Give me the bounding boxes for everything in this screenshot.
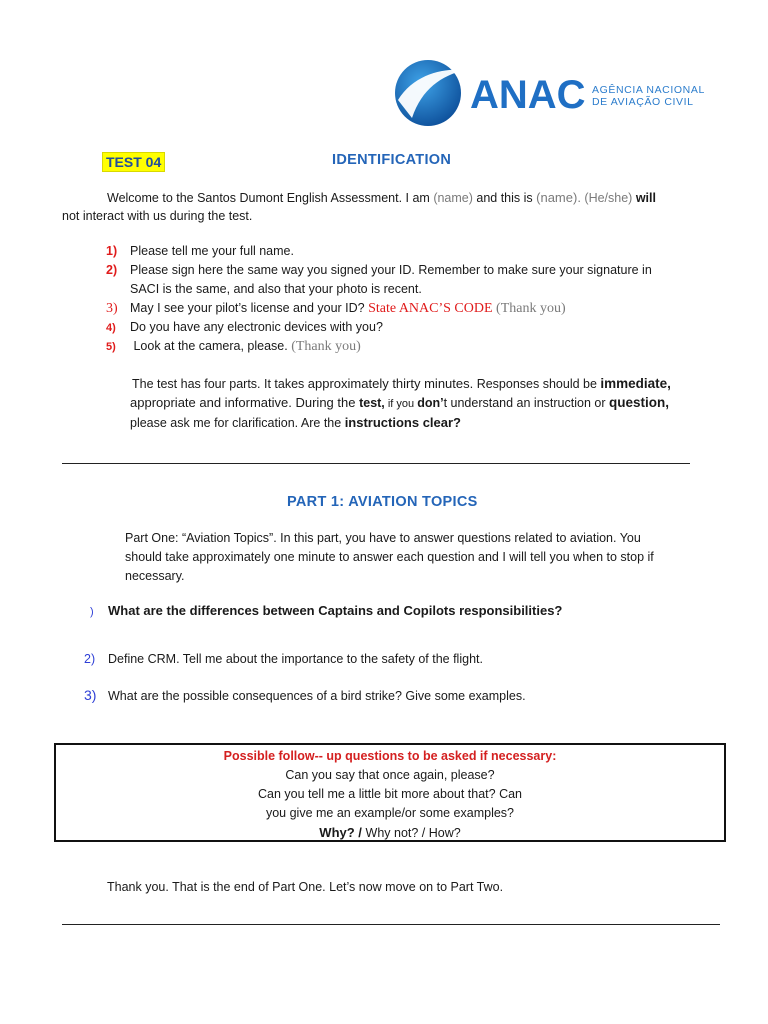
followup-title: Possible follow-- up questions to be asked if necessary: (223, 749, 557, 763)
test-info-line-1: The test has four parts. It takes approximately thirty minutes. Responses should be immediate, (132, 376, 671, 391)
svg-text:AGÊNCIA NACIONAL: AGÊNCIA NACIONAL (592, 84, 705, 96)
followup-q4: Why? / Why not? / How? (319, 825, 461, 840)
step-1: 1) Please tell me your full name. (106, 244, 294, 258)
svg-text:DE AVIAÇÃO CIVIL: DE AVIAÇÃO CIVIL (592, 96, 694, 108)
followup-q3: you give me an example/or some examples? (265, 806, 515, 820)
closing-text: Thank you. That is the end of Part One. Let’s now move on to Part Two. (107, 880, 504, 894)
followup-box (54, 743, 726, 842)
question-3: 3) What are the possible consequences of a bird strike? Give some examples. (84, 687, 526, 703)
followup-q2: Can you tell me a little bit more about that? Can (257, 787, 523, 801)
step-2-cont: SACI is the same, and also that your photo is recent. (130, 282, 422, 296)
question-1: ) What are the differences between Captains and Copilots responsibilities? (90, 603, 563, 618)
test-label: TEST 04 (102, 152, 165, 172)
bottom-divider (62, 924, 720, 925)
step-2: 2) Please sign here the same way you signed your ID. Remember to make sure your signature in (106, 263, 652, 277)
anac-logo (392, 56, 722, 130)
logo-text: ANAC (470, 73, 586, 117)
identification-title: IDENTIFICATION (332, 152, 452, 168)
part1-desc-3: necessary. (125, 569, 185, 583)
part1-desc-2: should take approximately one minute to answer each question and I will tell you when to stop if (125, 550, 654, 564)
intro-line-1: Welcome to the Santos Dumont English Assessment. I am (name) and this is (name). (He/she) will (107, 190, 656, 205)
followup-q1: Can you say that once again, please? (285, 768, 495, 782)
step-3: 3) May I see your pilot’s license and your ID? State ANAC’S CODE (Thank you) (106, 301, 566, 316)
part1-title: PART 1: AVIATION TOPICS (287, 494, 478, 510)
divider (62, 463, 690, 464)
part1-desc-1: Part One: “Aviation Topics”. In this part, you have to answer questions related to aviation. You (125, 531, 641, 545)
step-4: 4) Do you have any electronic devices with you? (106, 320, 383, 334)
step-5: 5) Look at the camera, please. (Thank you) (106, 339, 361, 354)
test-info-line-3: please ask me for clarification. Are the instructions clear? (130, 415, 461, 430)
intro-line-2: not interact with us during the test. (62, 209, 253, 223)
test-info-line-2: appropriate and informative. During the test, if you don’t understand an instruction or question, (130, 395, 669, 410)
question-2: 2) Define CRM. Tell me about the importance to the safety of the flight. (84, 652, 483, 666)
